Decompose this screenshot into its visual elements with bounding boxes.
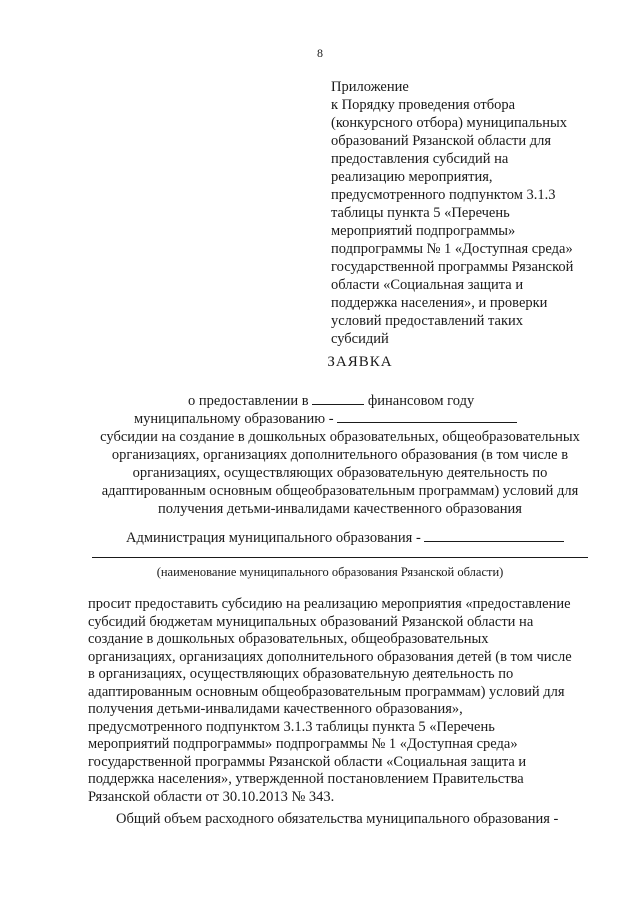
appendix-line: условий предоставлений таких [331,313,524,329]
purpose-line: субсидии на создание в дошкольных образовательных, общеобразовательных [100,429,580,445]
request-year-suffix: финансовом году [367,393,475,409]
body-paragraph [88,596,586,829]
request-municipality-label: муниципальному образованию - [134,411,334,427]
appendix-line: государственной программы Рязанской [331,259,574,275]
appendix-line: образований Рязанской области для [331,133,552,149]
appendix-line: Приложение [331,79,409,95]
appendix-line: области «Социальная защита и [331,277,524,293]
appendix-line: субсидий [331,331,389,347]
body-paragraph-2: Общий объем расходного обязательства муниципального образования - [116,811,559,827]
municipality-blank-field[interactable] [337,410,517,423]
administration-label: Администрация муниципального образования - [126,530,421,546]
document-title: ЗАЯВКА [327,354,393,370]
request-line-municipality [134,410,517,428]
body-line: адаптированным основным общеобразовательным программам) условий для [88,683,565,700]
appendix-line: предусмотренного подпунктом 3.1.3 [331,187,556,203]
appendix-line: поддержка населения», и проверки [331,295,548,311]
purpose-line: организациях, осуществляющих образовательную деятельность по [132,465,548,481]
body-line: поддержка населения», утвержденной постановлением Правительства [88,771,524,787]
body-line: субсидий бюджетам муниципальных образований Рязанской области на [88,613,534,630]
request-year-prefix: о предоставлении в [188,393,309,409]
purpose-line: адаптированным основным общеобразовательным программам) условий для [101,483,579,499]
purpose-line: организациях, организациях дополнительного образования (в том числе в [111,447,569,463]
body-line: организациях, организациях дополнительного образования детей (в том числе [88,648,572,665]
body-line: создание в дошкольных образовательных, общеобразовательных [88,631,489,647]
municipality-name-rule[interactable] [92,557,588,558]
body-line: предусмотренного подпунктом 3.1.3 таблицы пункта 5 «Перечень [88,718,495,735]
body-line: Рязанской области от 30.10.2013 № 343. [88,788,335,805]
municipality-name-caption: (наименование муниципального образования Рязанской области) [156,565,504,579]
appendix-line: таблицы пункта 5 «Перечень [331,205,510,221]
body-line: получения детьми-инвалидами качественного образования», [88,701,463,717]
appendix-line: (конкурсного отбора) муниципальных [331,115,567,131]
body-line: мероприятий подпрограммы» подпрограммы № 1 «Доступная среда» [88,736,518,752]
administration-line [126,529,564,547]
body-line: в организациях, осуществляющих образовательную деятельность по [88,666,514,682]
appendix-line: реализацию мероприятия, [331,169,493,185]
body-line: просит предоставить субсидию на реализацию мероприятия «предоставление [88,596,571,612]
appendix-block [331,78,601,348]
appendix-line: к Порядку проведения отбора [331,97,516,113]
page-number: 8 [317,46,323,60]
year-blank-field[interactable] [312,392,364,405]
appendix-line: мероприятий подпрограммы» [331,223,516,239]
appendix-line: предоставления субсидий на [331,151,509,167]
administration-blank-field[interactable] [424,529,564,542]
request-line-year [188,392,474,410]
body-line: государственной программы Рязанской области «Социальная защита и [88,753,527,770]
appendix-line: подпрограммы № 1 «Доступная среда» [331,241,573,257]
purpose-line: получения детьми-инвалидами качественного образования [158,501,522,517]
